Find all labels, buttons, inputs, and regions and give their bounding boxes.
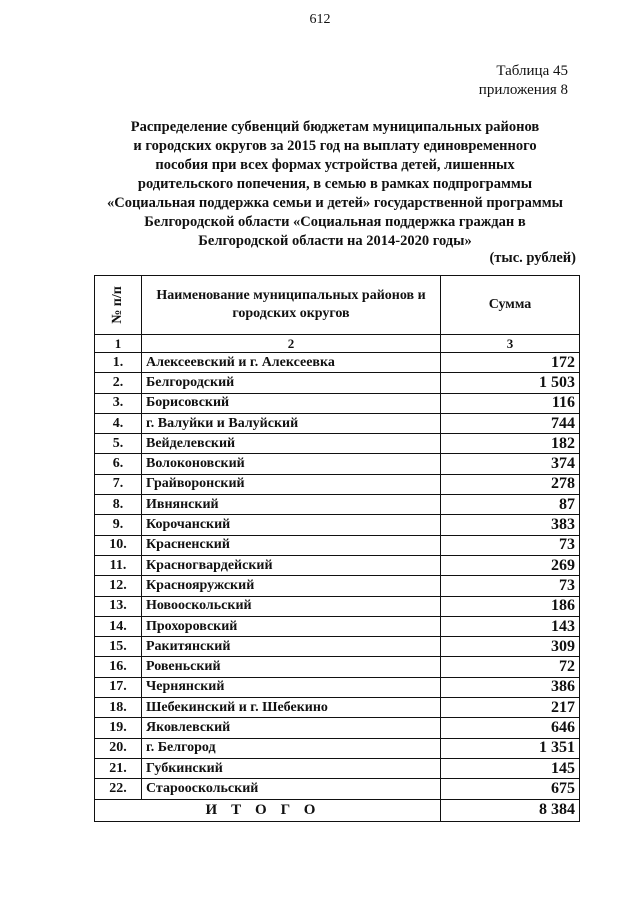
row-number: 13. <box>95 596 142 616</box>
subsidy-value: 675 <box>441 779 580 799</box>
header-num <box>95 276 142 335</box>
subsidy-value: 73 <box>441 535 580 555</box>
row-number: 3. <box>95 393 142 413</box>
table-row <box>95 758 580 778</box>
district-name: Губкинский <box>142 758 441 778</box>
district-name: Красногвардейский <box>142 555 441 575</box>
district-name: Шебекинский и г. Шебекино <box>142 698 441 718</box>
title-line: «Социальная поддержка семьи и детей» государственной программы <box>106 195 564 211</box>
district-name: Борисовский <box>142 393 441 413</box>
header-num-label: № п/п <box>110 286 125 324</box>
subsidy-value: 116 <box>441 393 580 413</box>
row-number: 21. <box>95 758 142 778</box>
row-number: 18. <box>95 698 142 718</box>
subsidy-value: 172 <box>441 353 580 373</box>
table-row <box>95 616 580 636</box>
table-row <box>95 596 580 616</box>
title-line: родительского попечения, в семью в рамках подпрограммы <box>137 176 533 192</box>
row-number: 20. <box>95 738 142 758</box>
total-value: 8 384 <box>441 799 580 821</box>
subsidy-value: 217 <box>441 698 580 718</box>
subsidy-value: 87 <box>441 495 580 515</box>
column-index-row <box>95 335 580 353</box>
table-row <box>95 779 580 799</box>
table-ref-line2: приложения 8 <box>478 82 568 98</box>
district-name: Ровеньский <box>142 657 441 677</box>
table-row <box>95 454 580 474</box>
district-name: Алексеевский и г. Алексеевка <box>142 353 441 373</box>
row-number: 10. <box>95 535 142 555</box>
district-name: Прохоровский <box>142 616 441 636</box>
subsidy-value: 309 <box>441 637 580 657</box>
subsidy-value: 383 <box>441 515 580 535</box>
row-number: 16. <box>95 657 142 677</box>
row-number: 4. <box>95 413 142 433</box>
table-row <box>95 555 580 575</box>
district-name: Чернянский <box>142 677 441 697</box>
row-number: 22. <box>95 779 142 799</box>
table-row <box>95 353 580 373</box>
table-row <box>95 637 580 657</box>
table-row <box>95 393 580 413</box>
total-label: ИТОГО <box>95 799 441 821</box>
subsidy-value: 646 <box>441 718 580 738</box>
row-number: 1. <box>95 353 142 373</box>
district-name: Краснояружский <box>142 576 441 596</box>
row-number: 9. <box>95 515 142 535</box>
row-number: 11. <box>95 555 142 575</box>
document-title <box>90 118 580 251</box>
table-body <box>95 353 580 800</box>
total-row <box>95 799 580 821</box>
row-number: 15. <box>95 637 142 657</box>
title-line: Белгородской области на 2014-2020 годы» <box>198 233 472 249</box>
table-row <box>95 515 580 535</box>
table-row <box>95 535 580 555</box>
row-number: 2. <box>95 373 142 393</box>
subsidy-value: 73 <box>441 576 580 596</box>
district-name: Белгородский <box>142 373 441 393</box>
row-number: 12. <box>95 576 142 596</box>
table-row <box>95 718 580 738</box>
subsidy-value: 1 351 <box>441 738 580 758</box>
row-number: 19. <box>95 718 142 738</box>
subsidy-value: 145 <box>441 758 580 778</box>
table-row <box>95 495 580 515</box>
row-number: 6. <box>95 454 142 474</box>
district-name: Ивнянский <box>142 495 441 515</box>
row-number: 5. <box>95 434 142 454</box>
table-ref-line1: Таблица 45 <box>496 63 568 79</box>
column-index: 2 <box>142 335 441 353</box>
row-number: 7. <box>95 474 142 494</box>
table-row <box>95 576 580 596</box>
subsidy-table <box>94 275 580 822</box>
table-header-row <box>95 276 580 335</box>
table-row <box>95 738 580 758</box>
table-row <box>95 657 580 677</box>
title-line: и городских округов за 2015 год на выплату единовременного <box>133 138 537 154</box>
header-name: Наименование муниципальных районов и городских округов <box>142 276 441 335</box>
row-number: 14. <box>95 616 142 636</box>
district-name: Грайворонский <box>142 474 441 494</box>
units-label: (тыс. рублей) <box>489 250 576 266</box>
table-row <box>95 677 580 697</box>
district-name: Корочанский <box>142 515 441 535</box>
table-row <box>95 434 580 454</box>
table-row <box>95 413 580 433</box>
subsidy-value: 278 <box>441 474 580 494</box>
title-line: Белгородской области «Социальная поддержка граждан в <box>144 214 526 230</box>
table-row <box>95 698 580 718</box>
header-sum: Сумма <box>441 276 580 335</box>
district-name: Новооскольский <box>142 596 441 616</box>
table-reference <box>479 62 568 100</box>
row-number: 17. <box>95 677 142 697</box>
subsidy-value: 72 <box>441 657 580 677</box>
title-line: Распределение субвенций бюджетам муниципальных районов <box>130 119 540 135</box>
district-name: Волоконовский <box>142 454 441 474</box>
subsidy-value: 182 <box>441 434 580 454</box>
table-row <box>95 373 580 393</box>
column-index: 3 <box>441 335 580 353</box>
district-name: Вейделевский <box>142 434 441 454</box>
district-name: Красненский <box>142 535 441 555</box>
page-number: 612 <box>309 12 331 27</box>
district-name: г. Валуйки и Валуйский <box>142 413 441 433</box>
district-name: Ракитянский <box>142 637 441 657</box>
subsidy-value: 374 <box>441 454 580 474</box>
table-row <box>95 474 580 494</box>
subsidy-value: 386 <box>441 677 580 697</box>
column-index: 1 <box>95 335 142 353</box>
subsidy-value: 269 <box>441 555 580 575</box>
subsidy-value: 186 <box>441 596 580 616</box>
district-name: г. Белгород <box>142 738 441 758</box>
row-number: 8. <box>95 495 142 515</box>
district-name: Старооскольский <box>142 779 441 799</box>
subsidy-value: 1 503 <box>441 373 580 393</box>
subsidy-value: 744 <box>441 413 580 433</box>
title-line: пособия при всех формах устройства детей, лишенных <box>155 157 515 173</box>
subsidy-value: 143 <box>441 616 580 636</box>
district-name: Яковлевский <box>142 718 441 738</box>
